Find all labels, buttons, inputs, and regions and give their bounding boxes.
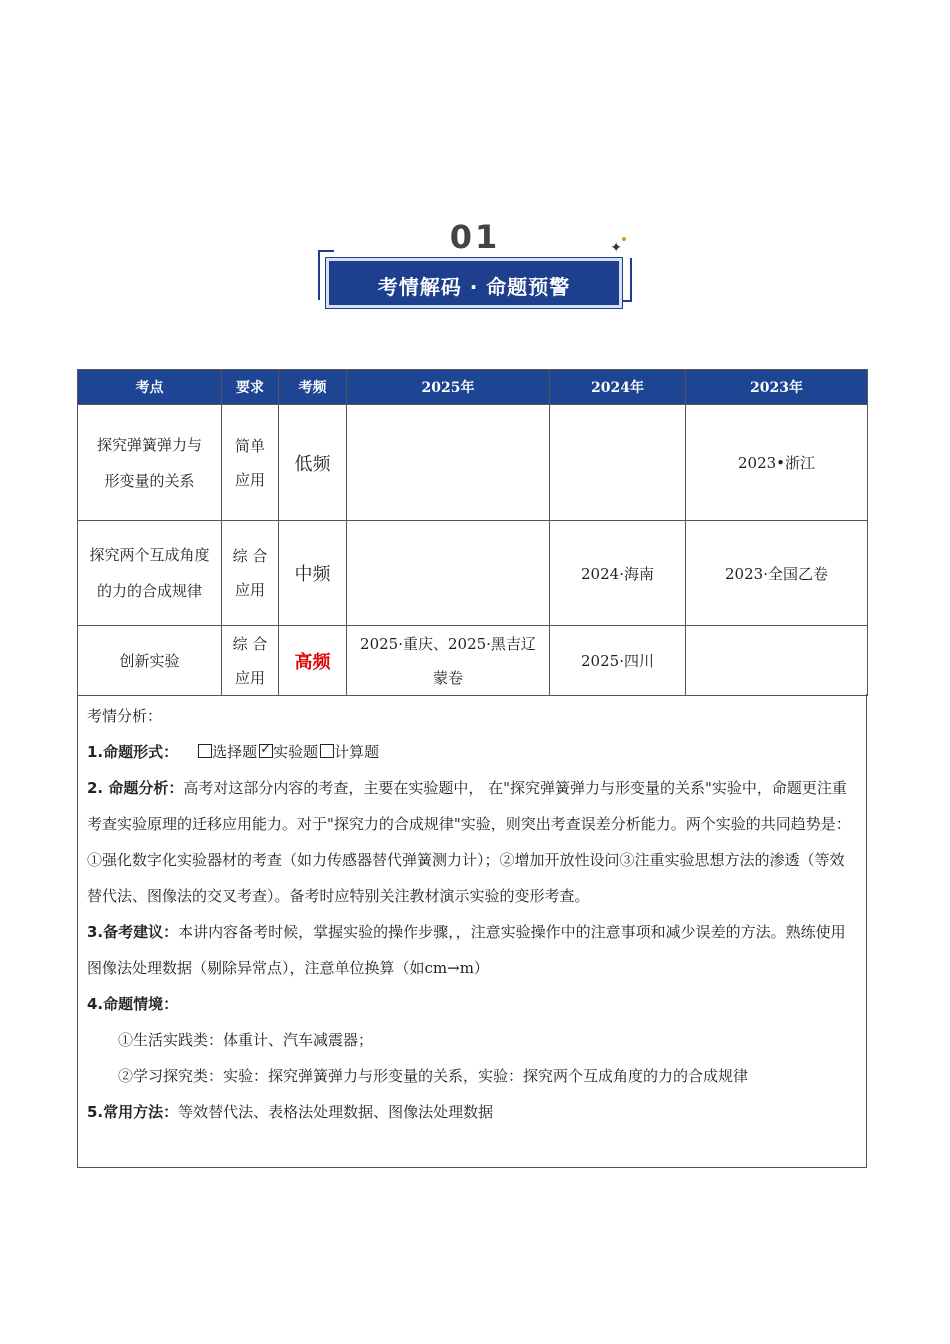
table-row — [78, 626, 868, 696]
year-2024-cell — [550, 405, 686, 521]
year-2024-cell: 2025·四川 — [550, 626, 686, 696]
header-cell: 考频 — [279, 370, 347, 405]
year-2023-cell — [686, 626, 868, 696]
suggestion-paragraph — [87, 914, 858, 986]
year-2024-cell: 2024·海南 — [550, 521, 686, 626]
frequency-cell: 低频 — [279, 405, 347, 521]
sparkle-icon: ✦ — [610, 240, 622, 256]
header-cell: 2023年 — [686, 370, 868, 405]
paragraph-text: 等效替代法、表格法处理数据、图像法处理数据 — [178, 1103, 494, 1121]
header-cell: 2025年 — [347, 370, 550, 405]
year-2025-cell — [347, 405, 550, 521]
table-row — [78, 405, 868, 521]
requirement-cell: 综 合应用 — [222, 521, 279, 626]
year-2025-cell — [347, 521, 550, 626]
requirement-cell: 简单应用 — [222, 405, 279, 521]
context-heading — [87, 986, 858, 1022]
banner-title-box — [326, 258, 622, 308]
analysis-paragraph — [87, 770, 858, 914]
point-cell: 探究两个互成角度的力的合成规律 — [78, 521, 222, 626]
year-2023-cell: 2023•浙江 — [686, 405, 868, 521]
section-title: 考情解码 · 命题预警 — [377, 275, 571, 299]
frequency-cell-high: 高频 — [279, 626, 347, 696]
paragraph-label: 3.备考建议： — [87, 923, 179, 941]
header-cell: 要求 — [222, 370, 279, 405]
checkbox-icon — [320, 744, 334, 758]
exam-points-table — [77, 369, 868, 696]
question-form — [87, 734, 858, 770]
checked-box-icon — [259, 744, 273, 758]
context-item: ②学习探究类：实验：探究弹簧弹力与形变量的关系，实验：探究两个互成角度的力的合成规律 — [118, 1067, 749, 1085]
form-option: 选择题 — [212, 743, 258, 761]
table-header-row — [78, 370, 868, 405]
requirement-cell: 综 合应用 — [222, 626, 279, 696]
point-cell: 创新实验 — [78, 626, 222, 696]
section-banner — [314, 218, 636, 308]
header-cell: 考点 — [78, 370, 222, 405]
header-cell: 2024年 — [550, 370, 686, 405]
frequency-cell: 中频 — [279, 521, 347, 626]
paragraph-text: 高考对这部分内容的考查，主要在实验题中， 在"探究弹簧弹力与形变量的关系"实验中，命题更注重考查实验原理的迁移应用能力。对于"探究力的合成规律"实验，则突出考查误差分析能力。两个实验的共同趋势是：①强化数字化实验器材的考查（如力传感器替代弹簧测力计）；②增加开放性设问③注重实验思想方法的渗透（等效替代法、图像法的交叉考查）。备考时应特别关注教材演示实验的变形考查。 — [87, 779, 851, 905]
section-number: 01 — [449, 218, 501, 256]
paragraph-text: 本讲内容备考时候，掌握实验的操作步骤，，注意实验操作中的注意事项和减少误差的方法。熟练使用图像法处理数据（剔除异常点），注意单位换算（如cm→m） — [87, 923, 846, 977]
form-option: 实验题 — [273, 743, 319, 761]
checkbox-icon — [198, 744, 212, 758]
form-option: 计算题 — [334, 743, 380, 761]
table-row — [78, 521, 868, 626]
methods-paragraph — [87, 1094, 858, 1130]
form-label: 1.命题形式： — [87, 743, 179, 761]
dot-icon — [622, 237, 626, 241]
paragraph-label: 5.常用方法： — [87, 1103, 179, 1121]
analysis-heading: 考情分析： — [87, 707, 163, 725]
year-2023-cell: 2023·全国乙卷 — [686, 521, 868, 626]
context-item: ①生活实践类：体重计、汽车减震器； — [118, 1031, 374, 1049]
paragraph-label: 2. 命题分析： — [87, 779, 184, 797]
analysis-panel — [77, 694, 867, 1168]
year-2025-cell: 2025·重庆、2025·黑吉辽蒙卷 — [347, 626, 550, 696]
paragraph-label: 4.命题情境： — [87, 995, 179, 1013]
point-cell: 探究弹簧弹力与形变量的关系 — [78, 405, 222, 521]
